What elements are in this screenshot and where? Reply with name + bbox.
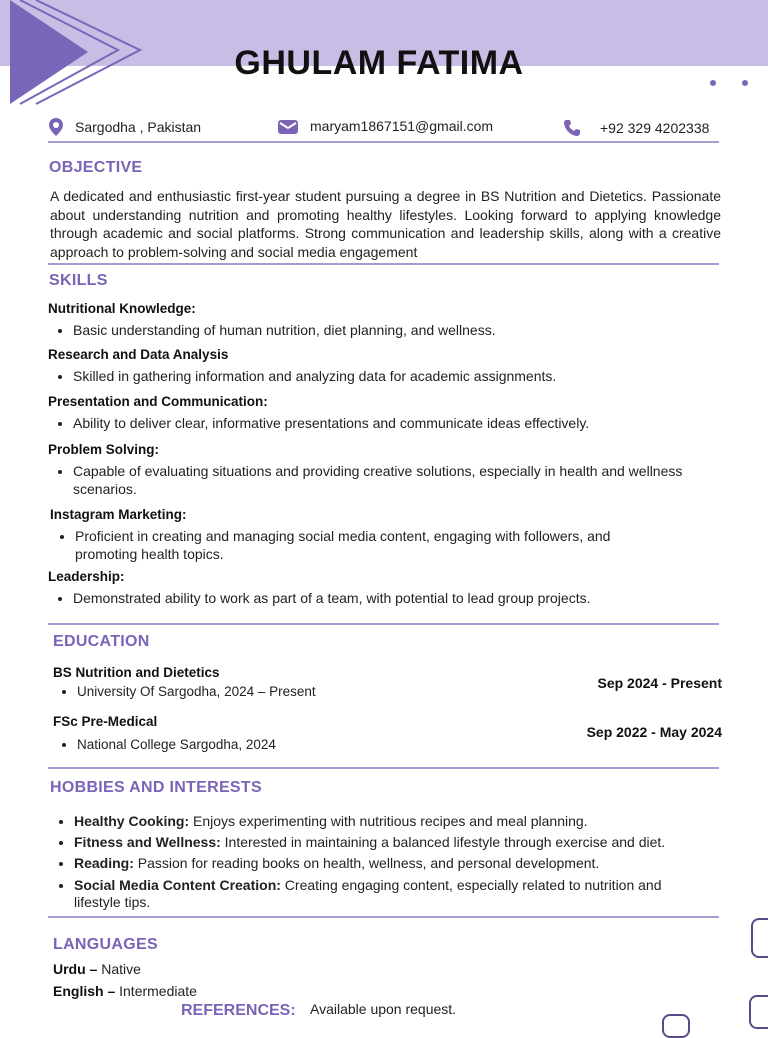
location-text: Sargodha , Pakistan	[75, 119, 202, 135]
skill-group	[48, 394, 589, 432]
skill-group	[48, 569, 591, 607]
decor-dot	[742, 80, 748, 86]
skill-group	[48, 442, 683, 498]
languages-heading: LANGUAGES	[53, 936, 158, 953]
divider	[48, 623, 719, 625]
skill-heading: Research and Data Analysis	[48, 347, 229, 362]
education-dates: Sep 2024 - Present	[597, 675, 722, 691]
envelope-icon	[278, 118, 298, 134]
education-heading: EDUCATION	[53, 633, 150, 650]
references-text: Available upon request.	[310, 1001, 457, 1017]
contact-phone[interactable]	[564, 120, 709, 136]
language-name: Urdu –	[53, 961, 98, 977]
contact-email[interactable]	[278, 118, 493, 134]
education-detail-list	[53, 684, 316, 699]
skill-point: • Capable of evaluating situations and providing creative solutions, especially in health and wellness scenarios.	[73, 462, 683, 498]
hobby-text: Creating engaging content, especially related to nutrition and lifestyle tips.	[74, 877, 662, 910]
skill-group	[48, 301, 496, 339]
decor-square	[751, 918, 768, 958]
skill-heading: Nutritional Knowledge:	[48, 301, 196, 316]
language-item	[53, 983, 197, 999]
hobby-text: Enjoys experimenting with nutritious recipes and meal planning.	[189, 813, 588, 829]
language-level: Intermediate	[115, 983, 197, 999]
language-level: Native	[97, 961, 141, 977]
divider	[48, 916, 719, 918]
hobby-label: Reading:	[74, 855, 134, 871]
hobby-item	[74, 877, 674, 911]
education-detail: • National College Sargodha, 2024	[77, 737, 276, 752]
language-name: English –	[53, 983, 116, 999]
phone-icon	[564, 120, 580, 136]
skill-point: • Skilled in gathering information and analyzing data for academic assignments.	[73, 367, 556, 385]
divider	[48, 141, 719, 143]
hobby-item	[74, 811, 734, 832]
objective-text: A dedicated and enthusiastic first-year student pursuing a degree in BS Nutrition and Dietetics. Passionate about understanding nutrition and promoting healthy lifestyles. Looking forward to applying knowledge through academic and social platforms. Strong communication and leadership skills, along with a creative approach to problem-solving and social media engagement	[50, 188, 721, 260]
skill-heading: Leadership:	[48, 569, 125, 584]
email-link[interactable]: maryam1867151@gmail.com	[310, 118, 494, 134]
hobby-item	[74, 853, 734, 874]
decor-square	[662, 1014, 690, 1038]
skill-heading: Problem Solving:	[48, 442, 160, 457]
hobbies-heading: HOBBIES AND INTERESTS	[50, 779, 262, 796]
objective-heading: OBJECTIVE	[49, 159, 143, 176]
references-heading: REFERENCES:	[181, 1002, 296, 1019]
language-item	[53, 961, 141, 977]
divider	[48, 263, 719, 265]
hobby-text: Interested in maintaining a balanced lifestyle through exercise and diet.	[220, 834, 666, 850]
education-dates: Sep 2022 - May 2024	[586, 724, 722, 740]
skills-heading: SKILLS	[49, 272, 108, 289]
hobby-text: Passion for reading books on health, wellness, and personal development.	[133, 855, 600, 871]
skill-heading: Instagram Marketing:	[50, 507, 187, 522]
hobby-item	[74, 832, 734, 853]
location-pin-icon	[49, 118, 63, 136]
skill-group	[48, 347, 556, 385]
education-detail: • University Of Sargodha, 2024 – Present	[77, 684, 316, 699]
skill-point: • Basic understanding of human nutrition, diet planning, and wellness.	[73, 321, 496, 339]
hobbies-list	[48, 811, 734, 911]
contact-location	[49, 118, 201, 136]
decor-dot	[710, 80, 716, 86]
divider	[48, 767, 719, 769]
skill-heading: Presentation and Communication:	[48, 394, 268, 409]
hobby-label: Healthy Cooking:	[74, 813, 190, 829]
skill-point: • Ability to deliver clear, informative presentations and communicate ideas effectively.	[73, 414, 589, 432]
education-degree: FSc Pre-Medical	[53, 714, 158, 729]
education-degree: BS Nutrition and Dietetics	[53, 665, 220, 680]
hobby-label: Fitness and Wellness:	[74, 834, 221, 850]
education-detail-list	[53, 737, 276, 752]
phone-text[interactable]: +92 329 4202338	[600, 120, 710, 136]
skill-group	[50, 507, 675, 563]
hobby-label: Social Media Content Creation:	[74, 877, 281, 893]
skill-point: • Proficient in creating and managing social media content, engaging with followers, and promoting health topics.	[75, 527, 675, 563]
skill-point: • Demonstrated ability to work as part of a team, with potential to lead group projects.	[73, 589, 591, 607]
candidate-name: GHULAM FATIMA	[234, 44, 524, 82]
